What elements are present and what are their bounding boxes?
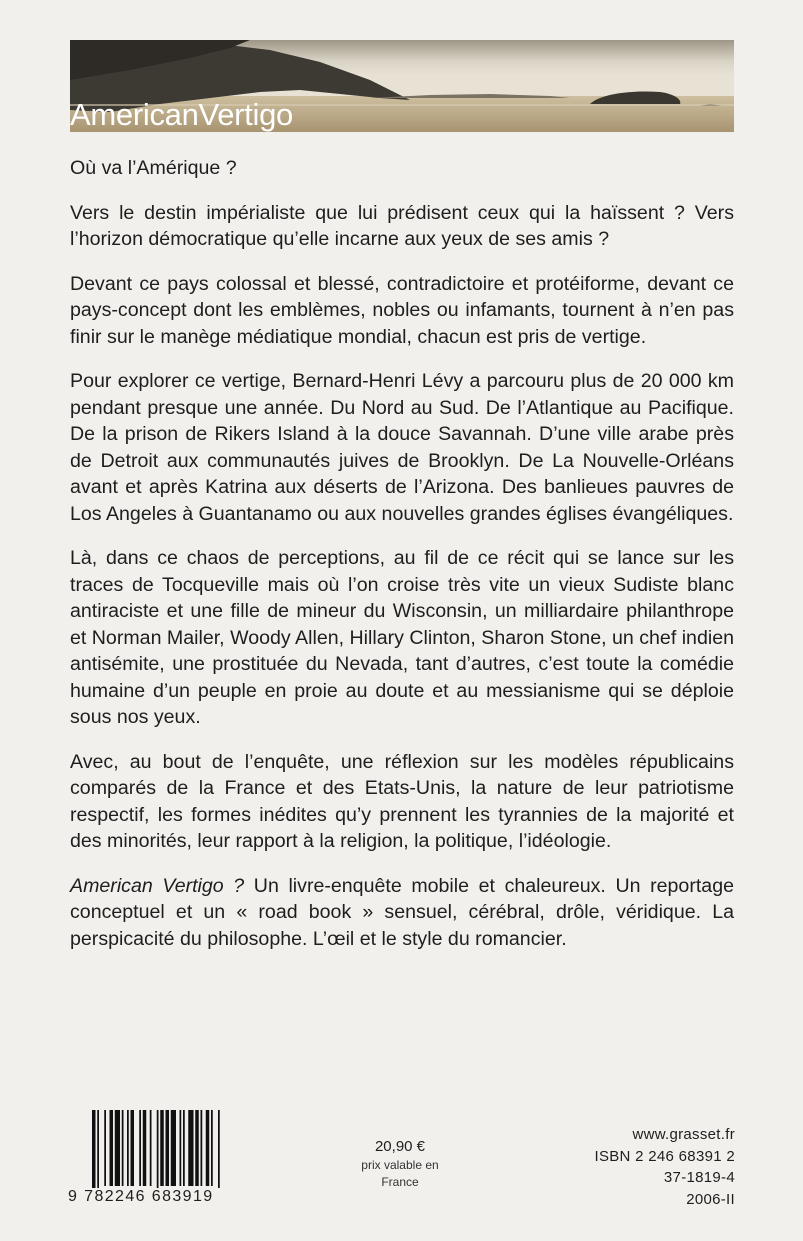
paragraph-question: Où va l’Amérique ?	[70, 157, 237, 179]
barcode-bar	[211, 1110, 213, 1186]
price-note-line1: prix valable en	[361, 1158, 439, 1172]
price-amount: 20,90 €	[374, 1138, 426, 1155]
barcode-bar	[150, 1110, 152, 1186]
publisher-website: www.grasset.fr	[632, 1126, 735, 1143]
barcode-bar	[183, 1110, 185, 1186]
price-block	[350, 1137, 450, 1191]
edition-code: 2006-II	[686, 1190, 735, 1208]
catalog-code: 37-1819-4	[663, 1169, 735, 1186]
paragraph-chaos: Là, dans ce chaos de perceptions, au fil de ce récit qui se lance sur les traces de Tocqueville mais où l’on croise très vite un vieux Sudiste blanc antiraciste et une fille de mineur du Wisconsin, un milliardaire philanthrope et Norman Mailer, Woody Allen, Hillary Clinton, Sharon Stone, un chef indien antisémite, une prostituée du Nevada, tant d’autres, c’est toute la comédie humaine d’un peuple en proie au doute et au messianisme qui se déploie sous nos yeux.	[70, 547, 734, 728]
publisher-info	[594, 1124, 735, 1210]
price-note-line2: France	[381, 1175, 419, 1189]
barcode-bar	[166, 1110, 170, 1186]
barcode-bar	[122, 1110, 124, 1186]
paragraph-reflection: Avec, au bout de l’enquête, une réflexion sur les modèles républicains comparés de la France et des Etats-Unis, la nature de leur patriotisme respectif, les formes inédites qu’y prennent les tyrannies de la majorité et des minorités, leur rapport à la religion, la politique, l’idéologie.	[70, 750, 734, 852]
paragraph-destiny: Vers le destin impérialiste que lui prédisent ceux qui la haïssent ? Vers l’horizon démocratique qu’elle incarne aux yeux de ses amis ?	[70, 201, 734, 250]
paragraph-journey: Pour explorer ce vertige, Bernard-Henri Lévy a parcouru plus de 20 000 km pendant presque une année. Du Nord au Sud. De l’Atlantique au Pacifique. De la prison de Rikers Island à la douce Savannah. D’une ville arabe près de Detroit aux communautés juives de Brooklyn. De La Nouvelle-Orléans avant et après Katrina aux déserts de l’Arizona. Des banlieues pauvres de Los Angeles à Guantanamo ou aux nouvelles grandes églises évangéliques.	[70, 370, 734, 525]
barcode-bar	[104, 1110, 106, 1186]
barcode-bar	[160, 1110, 164, 1186]
barcode-bar	[139, 1110, 141, 1186]
barcode-bar	[180, 1110, 182, 1186]
barcode-bar	[171, 1110, 176, 1186]
paragraph-colossal-country: Devant ce pays colossal et blessé, contradictoire et protéiforme, devant ce pays-concept dont les emblèmes, nobles ou infamants, tournent à n’en pas finir sur le manège médiatique mondial, chacun est pris de vertige.	[70, 272, 734, 348]
barcode-bar	[188, 1110, 193, 1186]
barcode-bar	[127, 1110, 129, 1186]
barcode-bar	[143, 1110, 147, 1186]
closing-title: American Vertigo ?	[70, 874, 245, 897]
closing-text: Un livre-enquête mobile et chaleureux. Un reportage conceptuel et un « road book » sensuel, cérébral, drôle, véridique. La perspicacité du philosophe. L’œil et le style du romancier.	[70, 874, 734, 950]
cover-banner	[70, 40, 734, 132]
barcode-digits: 9 782246 683919	[68, 1188, 265, 1206]
paragraph-closing	[70, 873, 734, 953]
isbn-number: ISBN 2 246 68391 2	[594, 1147, 735, 1165]
barcode-bar	[201, 1110, 203, 1186]
barcode-bar	[206, 1110, 210, 1186]
barcode-bar	[115, 1110, 120, 1186]
back-cover-text	[70, 155, 734, 970]
book-title: AmericanVertigo	[70, 97, 293, 132]
barcode-bar	[110, 1110, 114, 1186]
barcode-bar	[195, 1110, 199, 1186]
barcode-bar	[131, 1110, 135, 1186]
